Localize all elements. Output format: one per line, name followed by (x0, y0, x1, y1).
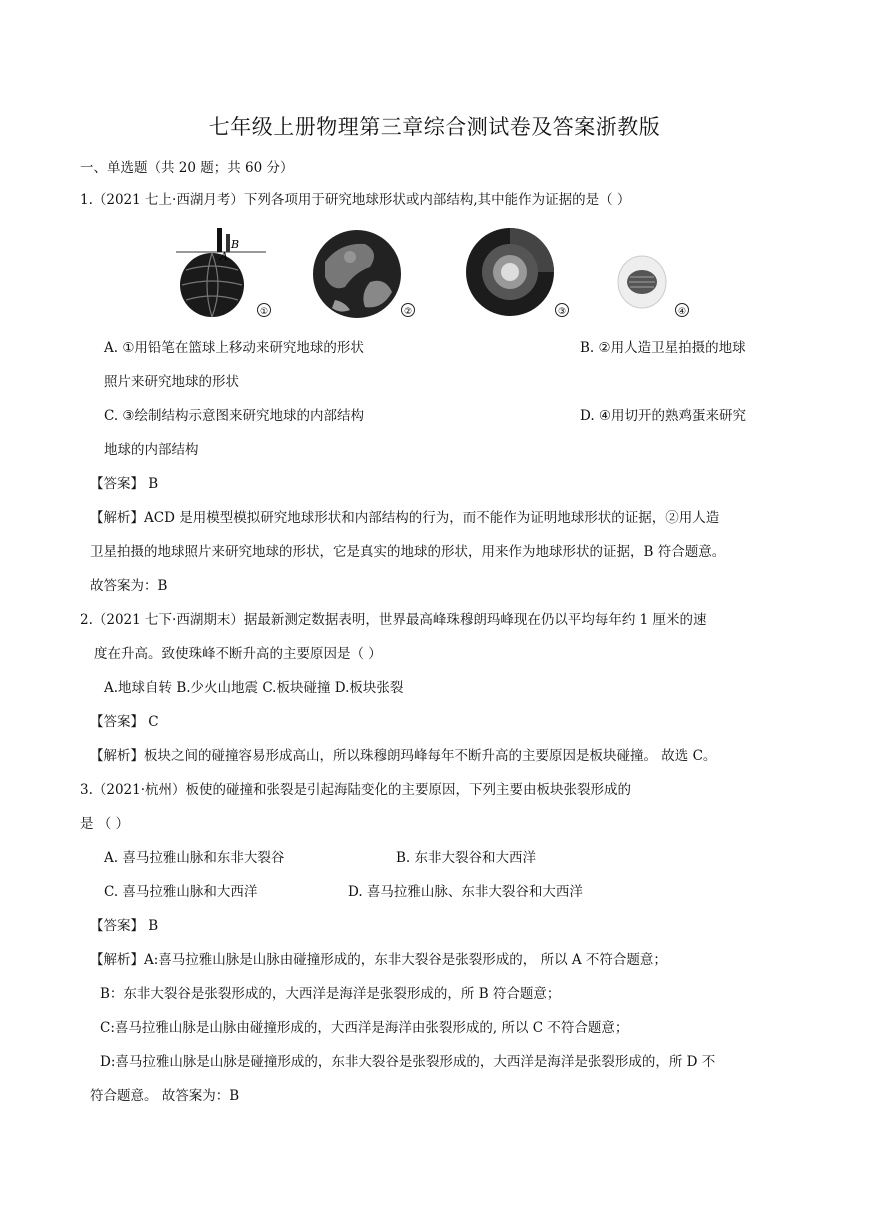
q2-stem-line-2: 度在升高。致使珠峰不断升高的主要原因是（ ） (94, 646, 382, 662)
q3-analysis-line-2: B：东非大裂谷是张裂形成的，大西洋是海洋是张裂形成的，所 B 符合题意； (100, 986, 561, 1002)
figure-ball-pencil (174, 222, 274, 326)
q1-option-b-continued: 照片来研究地球的形状 (104, 374, 239, 390)
figure-letter-b: B (231, 238, 240, 251)
q2-analysis: 【解析】板块之间的碰撞容易形成高山，所以珠穆朗玛峰每年不断升高的主要原因是板块碰撞。 故选 C。 (90, 748, 717, 764)
q1-option-d-continued: 地球的内部结构 (104, 442, 199, 458)
q3-analysis-line-1: 【解析】A:喜马拉雅山脉是山脉由碰撞形成的，东非大裂谷是张裂形成的， 所以 A 不符合题意； (90, 952, 667, 968)
q1-option-c: C. ③绘制结构示意图来研究地球的内部结构 (104, 408, 365, 424)
q3-answer: 【答案】 B (90, 918, 159, 934)
q3-option-a: A. 喜马拉雅山脉和东非大裂谷 (104, 850, 285, 866)
q1-figures (170, 222, 700, 326)
figure-cut-egg (610, 222, 700, 326)
section-heading: 一、单选题（共 20 题；共 60 分） (80, 160, 294, 176)
figure-earth-structure (462, 222, 574, 326)
figure-label-1: ① (259, 307, 269, 317)
q3-analysis-line-5: 符合题意。 故答案为：B (90, 1088, 240, 1104)
q3-stem-line-1: 3.（2021·杭州）板使的碰撞和张裂是引起海陆变化的主要原因，下列主要由板块张裂形成的 (80, 782, 632, 798)
q3-analysis-line-4: D:喜马拉雅山脉是山脉是碰撞形成的，东非大裂谷是张裂形成的，大西洋是海洋是张裂形成的，所 D 不 (100, 1054, 716, 1070)
figure-letter-a: A (220, 250, 228, 263)
q3-stem-line-2: 是 （ ） (80, 816, 130, 832)
q3-option-c: C. 喜马拉雅山脉和大西洋 (104, 884, 258, 900)
q1-analysis-line-2: 卫星拍摄的地球照片来研究地球的形状，它是真实的地球的形状，用来作为地球形状的证据，B 符合题意。 (90, 544, 726, 560)
q3-option-d: D. 喜马拉雅山脉、东非大裂谷和大西洋 (348, 884, 583, 900)
q1-option-d: D. ④用切开的熟鸡蛋来研究 (580, 408, 747, 424)
page-title: 七年级上册物理第三章综合测试卷及答案浙教版 (208, 115, 661, 139)
q1-analysis-line-3: 故答案为：B (90, 578, 168, 594)
q2-options: A.地球自转 B.少火山地震 C.板块碰撞 D.板块张裂 (104, 680, 404, 696)
q2-answer: 【答案】 C (90, 714, 159, 730)
q1-answer: 【答案】 B (90, 476, 159, 492)
q2-stem-line-1: 2.（2021 七下·西湖期末）据最新测定数据表明，世界最高峰珠穆朗玛峰现在仍以平均每年约 1 厘米的速 (80, 612, 707, 628)
q3-option-b: B. 东非大裂谷和大西洋 (396, 850, 537, 866)
q1-option-b: B. ②用人造卫星拍摄的地球 (580, 340, 746, 356)
figure-earth-photo (310, 222, 420, 326)
q3-analysis-line-3: C:喜马拉雅山脉是山脉由碰撞形成的，大西洋是海洋由张裂形成的, 所以 C 不符合题意； (100, 1020, 629, 1036)
figure-label-3: ③ (557, 307, 567, 317)
q1-stem: 1.（2021 七上·西湖月考）下列各项用于研究地球形状或内部结构,其中能作为证据的是（ ） (80, 192, 631, 208)
figure-label-2: ② (403, 307, 413, 317)
q1-analysis-line-1: 【解析】ACD 是用模型模拟研究地球形状和内部结构的行为，而不能作为证明地球形状的证据，②用人造 (90, 510, 720, 526)
figure-label-4: ④ (677, 307, 687, 317)
q1-option-a: A. ①用铅笔在篮球上移动来研究地球的形状 (104, 340, 364, 356)
